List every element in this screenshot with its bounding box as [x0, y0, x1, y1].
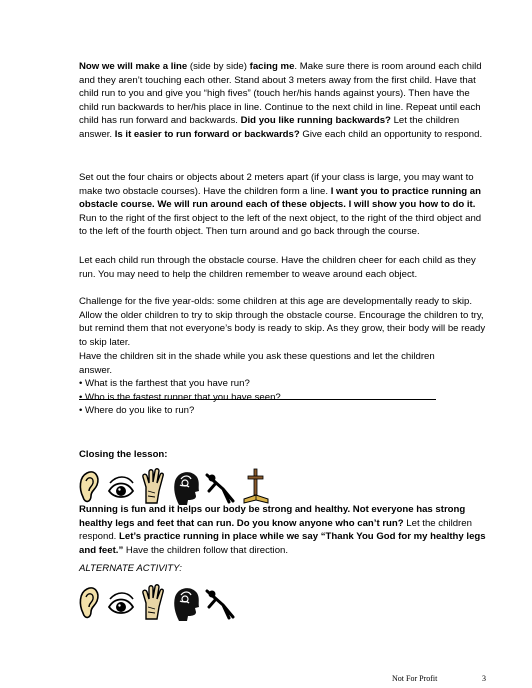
questions-intro: Have the children sit in the shade while you ask these questions and let the children answer. [79, 351, 435, 376]
question-list [79, 377, 449, 418]
text-run: Let the children respond. [79, 517, 472, 543]
paragraph-questions [79, 350, 449, 418]
text-run: (side by side) [187, 61, 250, 72]
paragraph-obstacle-course [79, 171, 487, 239]
footer-text: Not For Profit [392, 674, 438, 683]
paragraph-closing [79, 503, 487, 557]
page-number: 3 [482, 674, 486, 683]
paragraph-run-course: Let each child run through the obstacle course. Have the children cheer for each child as they run. You may need to help the children remember to weave around each object. [79, 255, 476, 280]
list-item: • Who is the fastest runner that you have seen? [79, 391, 281, 403]
hand-icon [139, 583, 165, 623]
bold-text: Running is fun and it helps our body be strong and healthy. Not everyone has strong healthy legs and feet that can run. Do you know anyone who can’t run? [79, 504, 466, 529]
text-run: Have the children follow that direction. [123, 544, 289, 556]
bold-text: Let’s practice running in place while we say “Thank You God for my healthy legs and feet.” [79, 531, 486, 556]
text-run: Run to the right of the first object to the left of the next object, to the right of the third object and to the left of the fourth object. Then turn around and go back through the course. [79, 212, 482, 238]
text-run: Give each child an opportunity to respond. [299, 128, 483, 140]
bold-text: facing me [249, 61, 295, 72]
bold-text: Is it easier to run forward or backwards? [114, 128, 300, 140]
stretching-figure-icon [205, 583, 237, 623]
cross-bible-icon [241, 467, 271, 507]
hand-icon [139, 467, 165, 507]
text-run: Set out the four chairs or objects about 2 meters apart (if your class is large, you may want to make two obstacle courses). Have the children form a line. [79, 172, 474, 197]
list-item: • What is the farthest that you have run? [79, 378, 250, 390]
list-item: • Where do you like to run? [79, 405, 195, 417]
senses-icon-row [77, 467, 277, 507]
text-run: Let the children answer. [79, 115, 460, 140]
closing-heading: Closing the lesson: [79, 449, 168, 460]
ear-icon [77, 467, 101, 507]
text-run: . Make sure there is room around each child and they aren’t touching each other. Stand about 3 meters away from the first child. Have that child run to you and give you “high fives” (touch her/his hands against yours). Then have the child run backwards to her/his place in line. Continue to the next child in line. Repeat until each child has run forward and backwards. [79, 61, 482, 127]
stretching-figure-icon [205, 467, 237, 507]
bold-text: Did you like running backwards? [240, 115, 391, 127]
senses-icon-row [77, 583, 247, 623]
head-profile-icon [171, 583, 201, 623]
bold-text: I want you to practice running an obstacle course. We will run around each of these objects. I will show you how to do it. [79, 185, 482, 211]
eye-icon [107, 583, 135, 623]
section-divider [79, 399, 436, 400]
paragraph-line-activity [79, 60, 487, 142]
ear-icon [77, 583, 101, 623]
alternate-activity-heading: ALTERNATE ACTIVITY: [79, 563, 182, 574]
bold-text: Now we will make a line [79, 61, 188, 72]
head-profile-icon [171, 467, 201, 507]
eye-icon [107, 467, 135, 507]
paragraph-challenge: Challenge for the five year-olds: some children at this age are developmentally ready to skip. Allow the older children to try to skip through the obstacle course. Encourage the children to try, but remind them that not everyone’s body is ready to skip. As they grow, their body will be ready to skip later. [79, 296, 486, 348]
